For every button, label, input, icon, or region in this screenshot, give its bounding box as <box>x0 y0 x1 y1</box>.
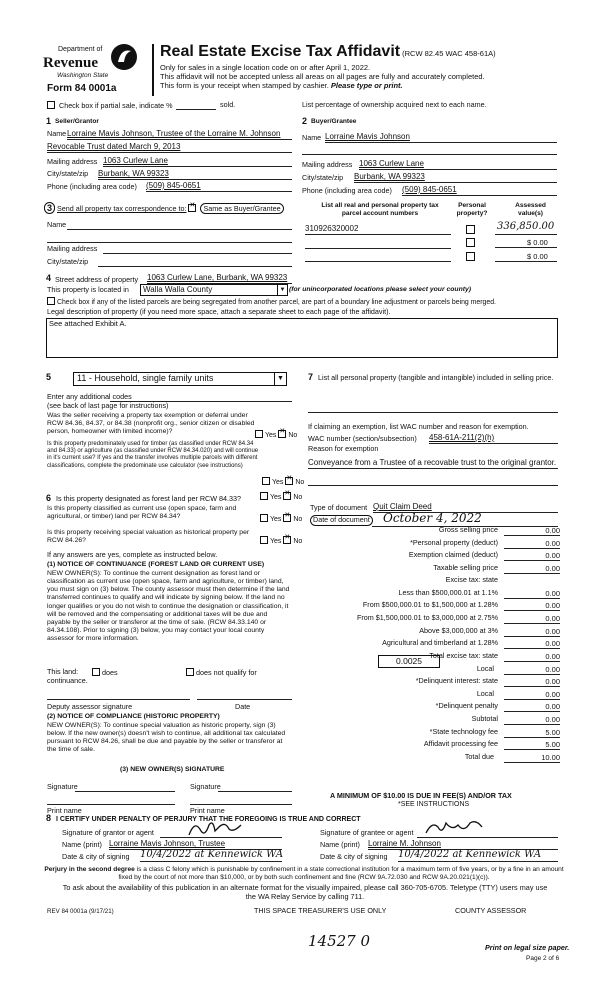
tax-row-label: From $1,500,000.01 to $3,000,000 at 2.75% <box>356 613 498 622</box>
tax-row <box>298 690 560 701</box>
parcel-2-personal-checkbox[interactable] <box>466 238 475 247</box>
sec6-q2-no-checkbox[interactable] <box>283 514 291 522</box>
segregated-row: Check box if any of the listed parcels are being segregated from another parcel, are part of a boundary line adjustment or parcels being merged. <box>47 297 496 307</box>
tax-row-amount: 5.00 <box>504 728 560 738</box>
doc-date-value: October 4, 2022 <box>383 511 482 525</box>
sec6-q1-answer: Yes ✕ No <box>260 492 302 502</box>
tax-row-amount: 0.00 <box>504 601 560 611</box>
tax-row-label: Taxable selling price <box>433 563 498 572</box>
tax-row-amount: 0.00 <box>504 551 560 561</box>
wa-logo-icon <box>109 42 139 72</box>
does-checkbox[interactable] <box>92 668 100 676</box>
see-instructions: *SEE INSTRUCTIONS <box>398 801 470 808</box>
seller-heading-num: 1 <box>46 116 52 126</box>
certify-statement: I CERTIFY UNDER PENALTY OF PERJURY THAT THE FOREGOING IS TRUE AND CORRECT <box>56 816 361 823</box>
buyer-city-label: City/state/zip <box>302 173 344 182</box>
tax-row-amount: 10.00 <box>504 753 560 763</box>
reason-label: Reason for exemption <box>308 444 379 453</box>
accessibility-note: To ask about the availability of this publication in an alternate format for the visually impaired, please call 360-705-6705. Teletype (TTY) users may use the WA Relay Service by calling 711. <box>62 883 548 901</box>
county-label: This property is located in <box>47 285 129 294</box>
wac-label: WAC number (section/subsection) <box>308 434 417 443</box>
street-value: 1063 Curlew Lane, Burbank, WA 99323 <box>147 273 288 282</box>
partial-sale-checkbox-row[interactable]: Check box if partial sale, indicate % <box>47 101 172 111</box>
parcel-3-value: $ 0.00 <box>527 252 548 261</box>
grantee-name-label: Name (print) <box>320 840 360 849</box>
seller-phone: (509) 845-0651 <box>146 181 201 190</box>
state-name: Washington State <box>57 72 109 79</box>
seller-name-label: Name <box>47 129 67 138</box>
notice2-title: (2) NOTICE OF COMPLIANCE (HISTORIC PROPERTY) <box>47 713 220 720</box>
if-yes-note: If any answers are yes, complete as instructed below. <box>47 550 218 559</box>
deputy-date-label: Date <box>235 702 251 711</box>
buyer-phone: (509) 845-0651 <box>402 185 457 194</box>
same-as-buyer-checkbox[interactable] <box>188 204 196 212</box>
parcels-head-3: Assessed value(s) <box>515 202 546 217</box>
wac-value: 458-61A-211(2)(h) <box>429 433 495 442</box>
seller-mailing-label: Mailing address <box>47 157 98 166</box>
sec5-q1-no-checkbox[interactable] <box>278 430 286 438</box>
tax-row-label: Subtotal <box>471 714 498 723</box>
tax-row-label: Local <box>476 689 494 698</box>
seller-city: Burbank, WA 99323 <box>98 169 169 178</box>
sec6-q3-yes-checkbox[interactable] <box>260 536 268 544</box>
sec6-num: 6 <box>46 493 52 503</box>
tax-row <box>298 715 560 726</box>
sec5-q2-answer: Yes ✕ No <box>262 477 304 487</box>
sec5-q1-answer: Yes ✕ No <box>255 430 297 440</box>
tax-row-amount: 0.00 <box>504 665 560 675</box>
sec6-q3-no-checkbox[interactable] <box>283 536 291 544</box>
tax-row-amount: 0.00 <box>504 677 560 687</box>
header-divider <box>152 44 154 96</box>
local-rate-box[interactable]: 0.0025 <box>378 655 440 668</box>
page-number: Page 2 of 6 <box>526 955 560 962</box>
tax-row-amount: 5.00 <box>504 740 560 750</box>
parcel-3-personal-checkbox[interactable] <box>466 252 475 261</box>
tax-row <box>298 702 560 713</box>
doc-date-label: Date of document <box>310 515 373 526</box>
tax-row-label: Total excise tax: state <box>429 651 498 660</box>
tax-row-amount: 0.00 <box>504 627 560 637</box>
buyer-mailing-label: Mailing address <box>302 160 353 169</box>
see-back-label: (see back of last page for instructions) <box>47 401 169 410</box>
grantor-name-label: Name (print) <box>62 840 102 849</box>
tax-row <box>298 639 560 650</box>
grantor-date: 10/4/2022 at Kennewick WA <box>140 849 284 860</box>
sec3-mailing-label: Mailing address <box>47 244 98 253</box>
tax-row-label: *Delinquent interest: state <box>415 676 498 685</box>
sec5-q1-yes-checkbox[interactable] <box>255 430 263 438</box>
new-owner-sig-title: (3) NEW OWNER(S) SIGNATURE <box>120 766 225 773</box>
this-land-label: This land: <box>47 667 79 676</box>
tax-row-amount: 0.00 <box>504 589 560 599</box>
sec3-name-label: Name <box>47 220 67 229</box>
tax-row <box>298 526 560 537</box>
legal-paper-note: Print on legal size paper. <box>485 943 570 952</box>
tax-row <box>298 576 560 587</box>
does-not-option: does not qualify for <box>186 668 257 678</box>
chevron-down-icon: ▼ <box>274 373 286 385</box>
county-select[interactable]: Walla Walla County ▼ <box>140 284 288 296</box>
parcel-1-value: 336,850.00 <box>497 221 555 232</box>
tax-row-amount: 0.00 <box>504 639 560 649</box>
sec8-num: 8 <box>46 813 52 823</box>
tax-row-amount: 0.00 <box>504 564 560 574</box>
grantee-name: Lorraine M. Johnson <box>368 839 441 848</box>
sec6-q1-yes-checkbox[interactable] <box>260 492 268 500</box>
seller-name-2: Revocable Trust dated March 9, 2013 <box>47 142 181 151</box>
tax-row-label: Exemption claimed (deduct) <box>408 550 498 559</box>
does-not-checkbox[interactable] <box>186 668 194 676</box>
form-number: Form 84 0001a <box>47 83 117 94</box>
tax-row-label: *Personal property (deduct) <box>410 538 498 547</box>
perjury-statement: Perjury in the second degree is a class C felony which is punishable by confinement in a state correctional institution for a maximum term of five years, or by a fine in an amount fixed by the court of not more than $10,000, or by both such confinement and fine (RCW 9A.72.030 and RCW 9A.20.021(1)(c)). <box>44 866 564 881</box>
buyer-name-label: Name <box>302 133 322 142</box>
owner-sig-label-2: Signature <box>190 782 221 791</box>
tax-row-label: Total due <box>464 752 494 761</box>
buyer-phone-label: Phone (including area code) <box>302 186 392 195</box>
deputy-sig-label: Deputy assessor signature <box>47 702 133 711</box>
minimum-note: A MINIMUM OF $10.00 IS DUE IN FEE(S) AND/OR TAX <box>330 791 512 800</box>
form-title: Real Estate Excise Tax Affidavit (RCW 82.45 WAC 458-61A) <box>160 43 496 60</box>
tax-row <box>298 539 560 550</box>
parcels-head-2: Personal property? <box>456 202 488 217</box>
tax-row <box>298 614 560 625</box>
tax-row-label: Excise tax: state <box>445 575 498 584</box>
sec5-q2-yes-checkbox[interactable] <box>262 477 270 485</box>
grantor-signature <box>185 817 245 839</box>
tax-row-amount: 0.00 <box>504 526 560 536</box>
grantee-date-label: Date & city of signing <box>320 852 388 861</box>
tax-row <box>298 753 560 764</box>
sec3-row: 3 Send all property tax correspondence to: ✕ Same as Buyer/Grantee <box>44 203 284 214</box>
reason-value: Conveyance from a Trustee of a recovable trust to the original grantor. <box>308 458 557 467</box>
buyer-city: Burbank, WA 99323 <box>354 172 425 181</box>
tax-row-label: Less than $500,000.01 at 1.1% <box>398 588 498 597</box>
header-note-2: This affidavit will not be accepted unless all areas on all pages are fully and accurately completed. <box>160 72 485 81</box>
seller-phone-label: Phone (including area code) <box>47 182 137 191</box>
tax-row <box>298 627 560 638</box>
tax-row-amount: 0.00 <box>504 652 560 662</box>
rev-number: REV 84 0001a (9/17/21) <box>47 908 114 915</box>
grantee-sig-label: Signature of grantee or agent <box>320 828 414 837</box>
legal-description-box[interactable]: See attached Exhibit A. <box>46 318 558 358</box>
tax-row-label: Local <box>476 664 494 673</box>
exemption-label: If claiming an exemption, list WAC number and reason for exemption. <box>308 422 529 431</box>
dept-name: Revenue <box>43 55 98 71</box>
sec3-city-label: City/state/zip <box>47 257 89 266</box>
seller-name: Lorraine Mavis Johnson, Trustee of the Lorraine M. Johnson <box>67 129 281 138</box>
owner-print-label-2: Print name <box>190 806 225 815</box>
sec6-q1: Is this property designated as forest land per RCW 84.33? <box>56 494 241 503</box>
grantor-sig-label: Signature of grantor or agent <box>62 828 154 837</box>
parcel-1-personal-checkbox[interactable] <box>466 225 475 234</box>
owner-print-label-1: Print name <box>47 806 82 815</box>
tax-row <box>298 740 560 751</box>
owner-sig-label-1: Signature <box>47 782 78 791</box>
dept-line: Department of <box>58 46 103 53</box>
tax-row <box>298 589 560 600</box>
seller-city-label: City/state/zip <box>47 169 89 178</box>
seller-mailing: 1063 Curlew Lane <box>103 156 168 165</box>
tax-row-label: Gross selling price <box>438 525 498 534</box>
sec6-q2-yes-checkbox[interactable] <box>260 514 268 522</box>
tax-row-amount: 0.00 <box>504 614 560 624</box>
sec7-num: 7 <box>308 372 314 382</box>
county-note: (for unincorporated locations please select your county) <box>289 286 472 293</box>
header-note-1: Only for sales in a single location code on or after April 1, 2022. <box>160 63 371 72</box>
use-code-select[interactable]: 11 - Household, single family units ▼ <box>73 372 287 386</box>
sec7-label: List all personal property (tangible and intangible) included in selling price. <box>318 373 554 382</box>
parcels-head-1: List all real and personal property tax parcel account numbers <box>321 202 439 217</box>
sec5-q2-no-checkbox[interactable] <box>285 477 293 485</box>
grantee-signature <box>424 817 484 839</box>
tax-row <box>298 601 560 612</box>
tax-row <box>298 564 560 575</box>
sec5-num: 5 <box>46 372 52 382</box>
treasurer-use: THIS SPACE TREASURER'S USE ONLY <box>254 906 387 915</box>
tax-row <box>298 728 560 739</box>
sec6-q3-answer: Yes ✕ No <box>260 536 302 546</box>
buyer-name: Lorraine Mavis Johnson <box>325 132 410 141</box>
doc-type-label: Type of document <box>310 503 368 512</box>
tax-row-amount: 0.00 <box>504 715 560 725</box>
street-label: Street address of property <box>55 275 139 284</box>
sec6-q2: Is this property classified as current use (open space, farm and agricultural, or timber) land per RCW 84.34? <box>47 505 237 521</box>
notice2-text: NEW OWNER(S): To continue special valuation as historic property, sign (3) below. If the new owner(s) doesn't wish to continue, all additional tax calculated pursuant to RCW 84.26, shall be due and payable by the seller or transferor at the time of sale. <box>47 722 286 754</box>
parcel-2-value: $ 0.00 <box>527 238 548 247</box>
additional-codes-label: Enter any additional codes <box>47 392 132 401</box>
notice1-title: (1) NOTICE OF CONTINUANCE (FOREST LAND OR CURRENT USE) <box>47 561 265 568</box>
sec6-q1-no-checkbox[interactable] <box>283 492 291 500</box>
tax-row-label: Agricultural and timberland at 1.28% <box>382 638 498 647</box>
legal-label: Legal description of property (if you need more space, attach a separate sheet to each page of the affidavit). <box>47 307 391 316</box>
header-note-3: This form is your receipt when stamped by cashier. Please type or print. <box>160 81 403 90</box>
chevron-down-icon: ▼ <box>277 285 287 295</box>
sec6-q3: Is this property receiving special valuation as historical property per RCW 84.26? <box>47 529 250 545</box>
parcel-number-1: 310926320002 <box>305 224 359 233</box>
grantee-date: 10/4/2022 at Kennewick WA <box>398 849 542 860</box>
segregated-checkbox[interactable] <box>47 297 55 305</box>
buyer-heading: Buyer/Grantee <box>311 118 357 125</box>
tax-row <box>298 677 560 688</box>
sec5-q2: Is this property predominately used for timber (as classified under RCW 84.34 and 84.33) or agriculture (as classified under RCW 84.34.020) and will continue in it's current use? If yes and the transfer involves multiple parcels with different classifications, complete the predominate use calculator (see instructions) <box>47 441 259 469</box>
tax-row-amount: 0.00 <box>504 539 560 549</box>
tax-row-label: *State technology fee <box>429 727 498 736</box>
ownership-label: List percentage of ownership acquired next to each name. <box>302 100 487 109</box>
does-option: does <box>92 668 118 678</box>
doc-type-value: Quit Claim Deed <box>373 502 432 511</box>
continuance-label: continuance. <box>47 676 88 685</box>
grantor-name: Lorraine Mavis Johnson, Trustee <box>109 839 226 848</box>
tax-row-label: *Delinquent penalty <box>435 701 498 710</box>
handwritten-number: 14527 0 <box>308 932 371 950</box>
partial-sale-checkbox[interactable] <box>47 101 55 109</box>
sec6-q2-answer: Yes ✕ No <box>260 514 302 524</box>
county-assessor: COUNTY ASSESSOR <box>455 906 527 915</box>
notice1-text: NEW OWNER(S): To continue the current designation as forest land or classification as current use (open space, farm and agriculture, or timber) land, you must sign on (3) below. The county assessor must then determine if the land transferred continues to qualify and will indicate by signing below. If the land no longer qualifies or you do not wish to continue the designation or classification, it will be removed and the compensating or additional taxes will be due and payable by the seller or transferor at the time of sale. (RCW 84.33.140 or 84.34.108). Prior to signing (3) below, you may contact your local county assessor for more information. <box>47 570 290 643</box>
grantor-date-label: Date & city of signing <box>62 852 130 861</box>
tax-row-amount: 0.00 <box>504 690 560 700</box>
sec5-q1: Was the seller receiving a property tax exemption or deferral under RCW 84.36, 84.37, or 84.38 (nonprofit org., senior citizen or disabled person, homeowner with limited income)? <box>47 412 255 436</box>
partial-percent-line <box>176 109 216 110</box>
buyer-heading-num: 2 <box>302 116 308 126</box>
tax-row-label: From $500,000.01 to $1,500,000 at 1.28% <box>362 600 498 609</box>
tax-row-amount: 0.00 <box>504 702 560 712</box>
seller-heading: Seller/Grantor <box>55 118 99 125</box>
sec4-num: 4 <box>46 273 52 283</box>
buyer-mailing: 1063 Curlew Lane <box>359 159 424 168</box>
tax-row-label: Above $3,000,000 at 3% <box>419 626 498 635</box>
tax-row <box>298 551 560 562</box>
sold-label: sold. <box>220 100 236 109</box>
tax-row-label: Affidavit processing fee <box>423 739 498 748</box>
